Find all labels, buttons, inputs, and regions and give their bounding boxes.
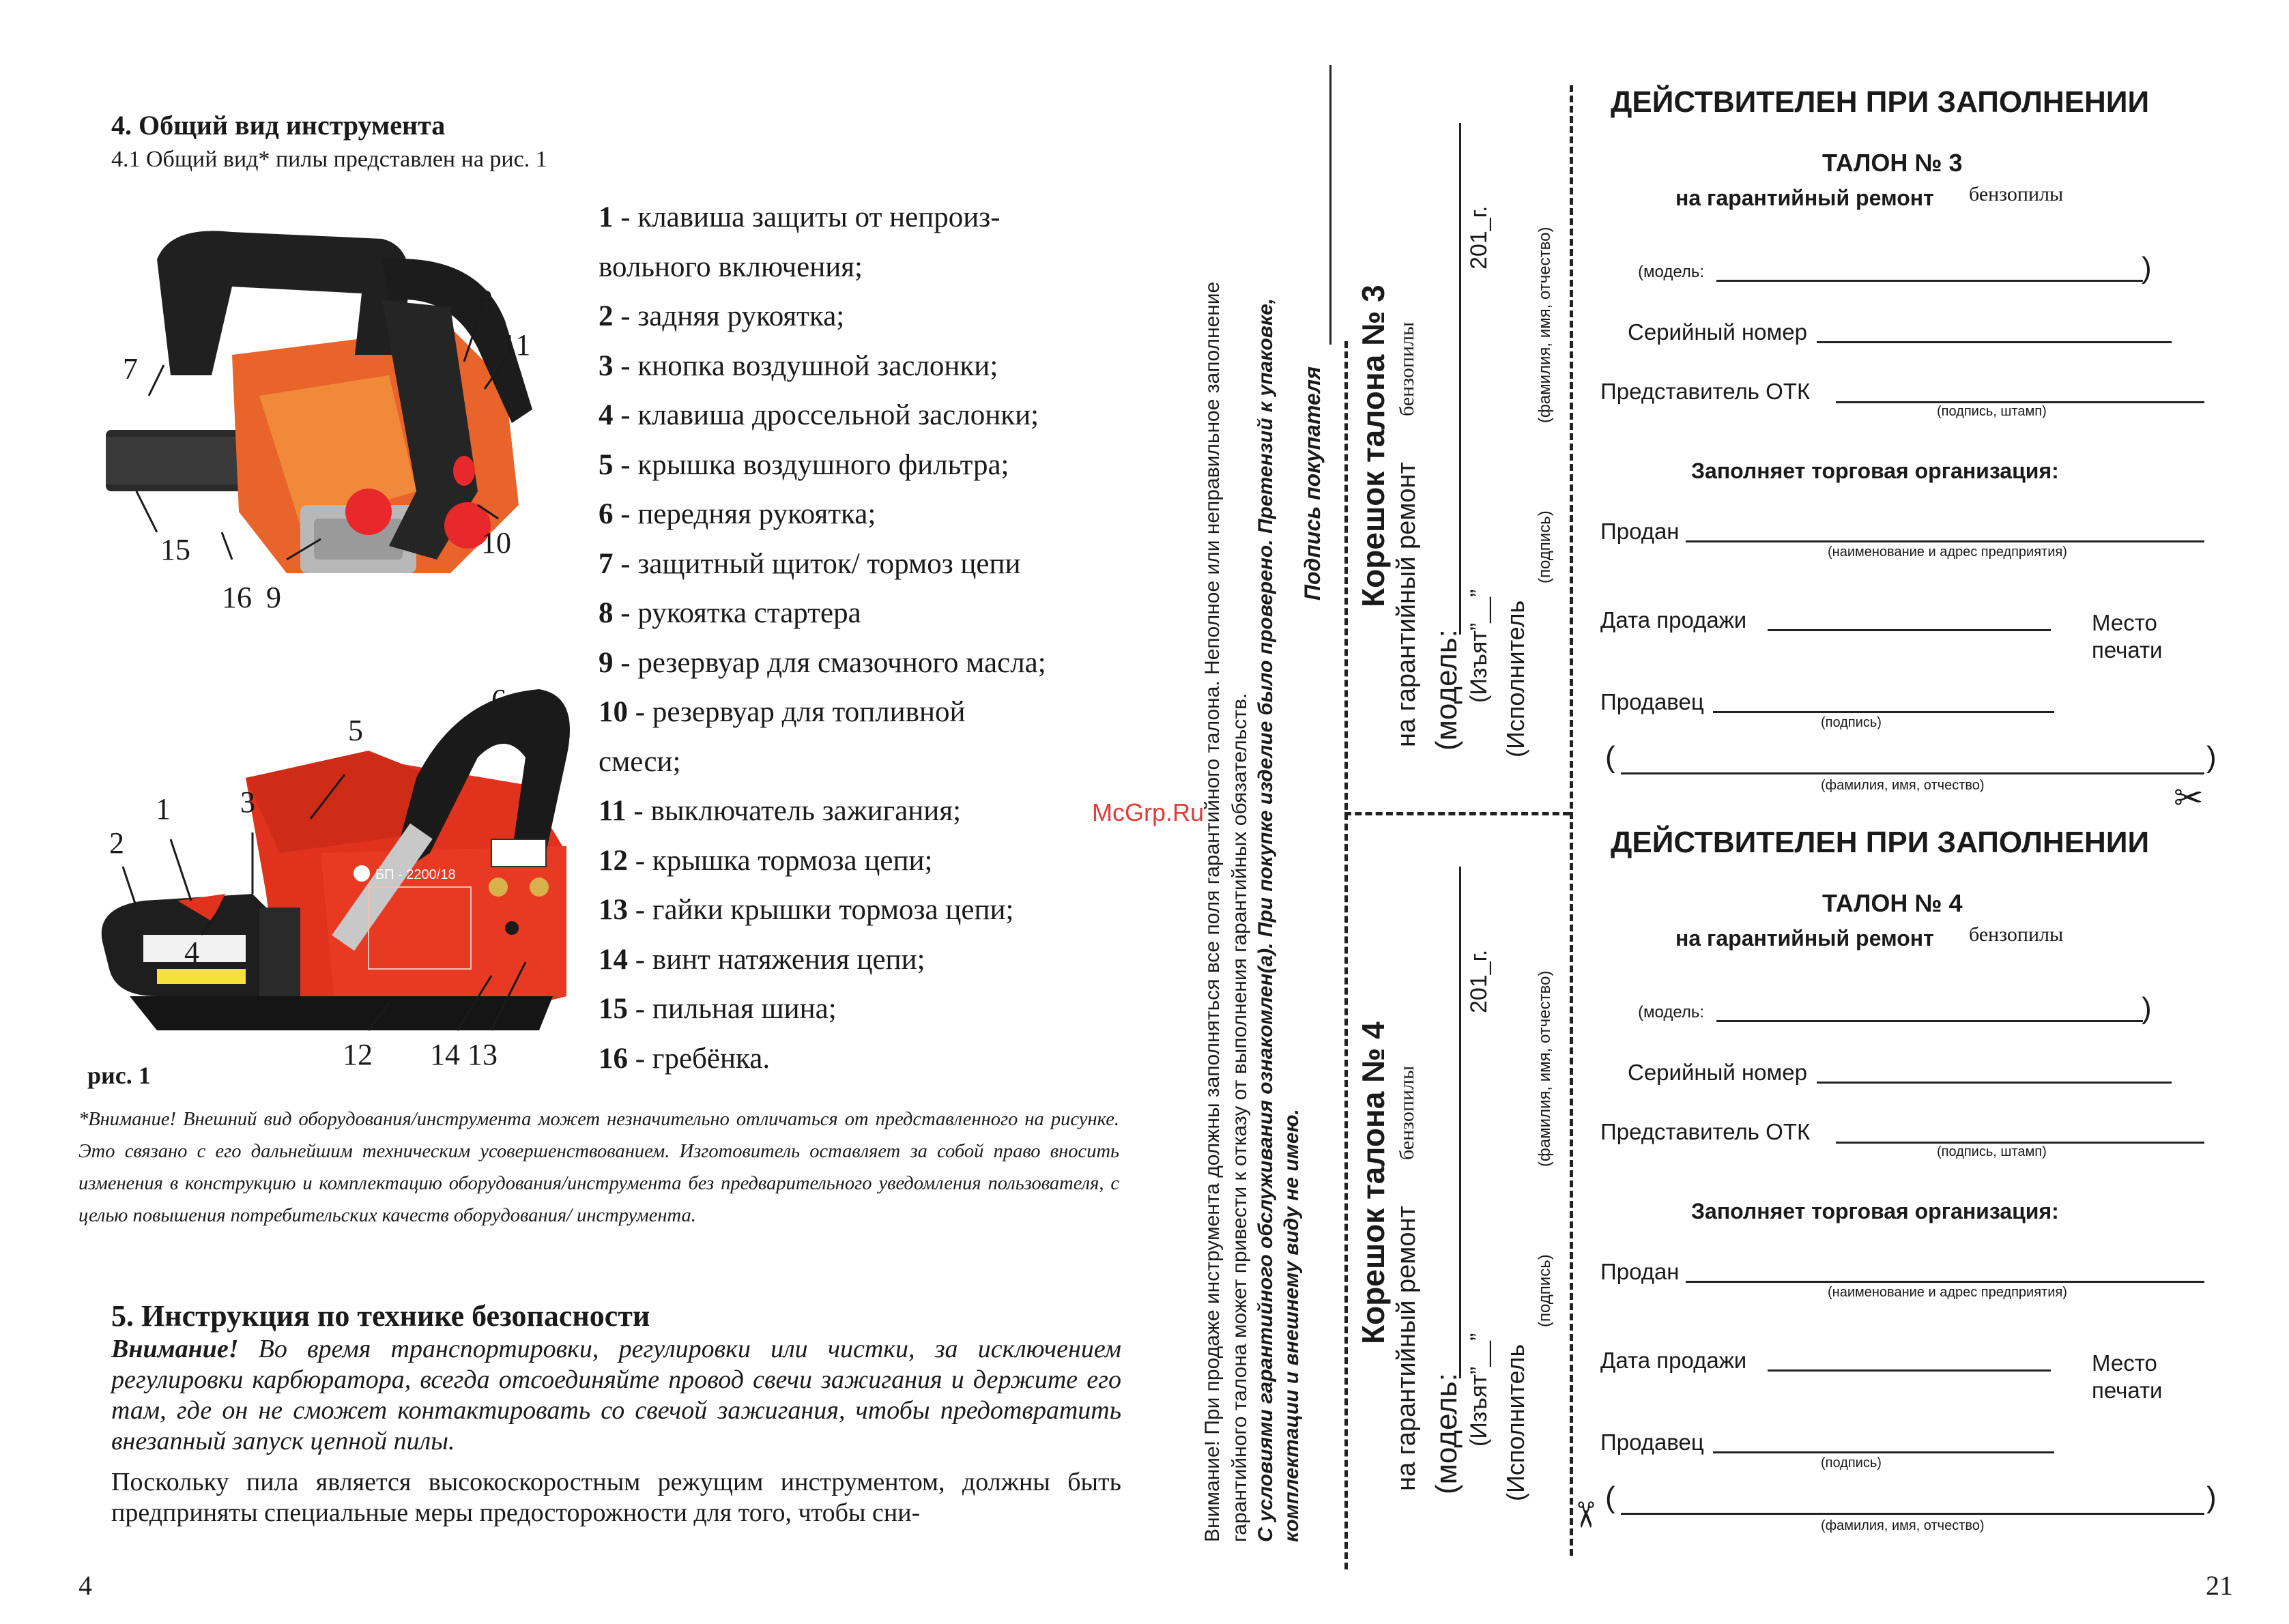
- buyer-signature-label: Подпись покупателя: [1300, 366, 1325, 600]
- coupon-3-serial-label: Серийный номер: [1628, 319, 1807, 345]
- legend-item: вольного включения;: [599, 250, 863, 283]
- legend-item: 9 - резервуар для смазочного масла;: [599, 646, 1046, 679]
- coupon-4-otk-label: Представитель ОТК: [1600, 1119, 1811, 1144]
- callout: 8: [478, 284, 493, 317]
- coupon-3-stamp: Место печати: [2092, 610, 2163, 663]
- stub-3-removed: (Изъят”__”: [1466, 589, 1492, 703]
- callout: 15: [160, 533, 190, 566]
- callout: 5: [348, 714, 363, 747]
- warranty-notice-line1: Внимание! При продаже инструмента должны заполняться все поля гарантийного талона. Неполное или неправильное заполнение: [1201, 281, 1224, 1542]
- coupon-4-stamp: Место печати: [2092, 1350, 2163, 1403]
- callout: 3: [240, 785, 255, 819]
- warranty-notice-bold2: комплектации и внешнему виду не имею.: [1280, 1109, 1303, 1542]
- coupon-3-fio-hint: (фамилия, имя, отчество): [1821, 778, 1985, 793]
- coupon-4-model-close: ): [2142, 991, 2152, 1025]
- safety-paragraph: Поскольку пила является высокоскоростным режущим инструментом, должны быть предприняты специальные меры предосторожности для того, чтобы сни-: [111, 1468, 1121, 1527]
- stub-4-title: Корешок талона № 4: [1355, 1021, 1391, 1344]
- coupon-4-date-field[interactable]: [1768, 1369, 2051, 1372]
- callout: 11: [502, 328, 531, 362]
- coupon-3-fio-field[interactable]: [1621, 772, 2204, 774]
- coupon-4-sold-field[interactable]: [1686, 1281, 2204, 1283]
- callout: 7: [123, 352, 138, 386]
- stub-3-model-field[interactable]: [1459, 123, 1461, 635]
- coupon-3-repair: на гарантийный ремонт: [1675, 186, 1934, 210]
- watermark: McGrp.Ru: [1092, 798, 1205, 826]
- coupon-4-title: ТАЛОН № 4: [1822, 889, 1963, 917]
- stub-3-repair: на гарантийный ремонт: [1392, 462, 1421, 747]
- coupon-cut-line: [1570, 85, 1573, 1556]
- coupon-4-otk-field[interactable]: [1836, 1142, 2204, 1144]
- stub-cut-line: [1344, 341, 1348, 1569]
- stub-4-repair: на гарантийный ремонт: [1392, 1206, 1421, 1491]
- legend-item: 13 - гайки крышки тормоза цепи;: [599, 894, 1014, 926]
- coupon-4-serial-label: Серийный номер: [1628, 1060, 1807, 1085]
- stub-4-year: 201_г.: [1466, 949, 1492, 1013]
- callout: 6: [491, 683, 506, 716]
- legend-item: 10 - резервуар для топливной: [599, 696, 966, 728]
- buyer-signature-line[interactable]: [1329, 65, 1331, 345]
- coupon-3-otk-field[interactable]: [1836, 401, 2204, 403]
- safety-warning: Внимание! Во время транспортировки, регулировки или чистки, за исключением регулировки карбюратора, всегда отсоединяйте провод свечи зажигания и держите его там, где он не сможет контактировать со свечой зажигания, чтобы предотвратить внезапный запуск цепной пилы.: [111, 1335, 1121, 1455]
- page-number-right: 21: [2206, 1570, 2233, 1601]
- stub-4-model-field[interactable]: [1459, 867, 1461, 1378]
- coupon-3-date-field[interactable]: [1768, 629, 2051, 631]
- legend-item: 14 - винт натяжения цепи;: [599, 943, 925, 976]
- coupon-4-date-label: Дата продажи: [1600, 1348, 1747, 1373]
- callout: 9: [266, 581, 281, 614]
- coupon-3-model-label: (модель:: [1638, 263, 1705, 281]
- legend-item: 3 - кнопка воздушной заслонки;: [599, 349, 998, 382]
- stub-4-product: бензопилы: [1396, 1065, 1418, 1160]
- stub-3-title: Корешок талона № 3: [1355, 285, 1391, 607]
- coupon-3-trade: Заполняет торговая организация:: [1691, 459, 2059, 483]
- coupon-4-repair: на гарантийный ремонт: [1675, 926, 1934, 951]
- legend-item: 8 - рукоятка стартера: [599, 597, 861, 629]
- stub-4-removed: (Изъят”__”: [1466, 1333, 1492, 1447]
- coupon-4-serial-field[interactable]: [1817, 1082, 2172, 1084]
- coupon-3-otk-hint: (подпись, штамп): [1937, 404, 2047, 419]
- legend-item: 6 - передняя рукоятка;: [599, 498, 876, 530]
- scissors-icon: ✂: [2174, 778, 2204, 819]
- coupon-3-valid-title: ДЕЙСТВИТЕЛЕН ПРИ ЗАПОЛНЕНИИ: [1611, 85, 2150, 119]
- coupon-4-fio-open: (: [1605, 1481, 1615, 1514]
- legend-item: смеси;: [599, 745, 681, 778]
- page-number-left: 4: [78, 1570, 92, 1601]
- coupon-4-seller-label: Продавец: [1600, 1430, 1704, 1455]
- stub-3-executor: (Исполнитель: [1501, 600, 1529, 757]
- callout: 1: [156, 792, 171, 826]
- callout: 13: [467, 1038, 498, 1071]
- callout: 2: [109, 826, 124, 860]
- coupon-4-trade: Заполняет торговая организация:: [1691, 1199, 2059, 1223]
- device-label: БП - 2200/18: [375, 867, 456, 882]
- coupon-4-fio-hint: (фамилия, имя, отчество): [1821, 1518, 1985, 1533]
- coupon-4-otk-hint: (подпись, штамп): [1937, 1144, 2047, 1159]
- chainsaw-photo-top: [96, 218, 573, 635]
- coupon-3-seller-hint: (подпись): [1821, 715, 1882, 730]
- coupon-3-seller-label: Продавец: [1600, 689, 1704, 714]
- chainsaw-photo-bottom: [75, 676, 594, 1085]
- coupon-4-seller-hint: (подпись): [1821, 1455, 1882, 1470]
- stub-4-executor: (Исполнитель: [1501, 1344, 1529, 1501]
- legend-item: 7 - защитный щиток/ тормоз цепи: [599, 547, 1021, 580]
- coupon-3-model-field[interactable]: [1716, 280, 2143, 282]
- coupon-3-seller-field[interactable]: [1713, 711, 2054, 713]
- stub-4-sig: (подпись): [1536, 1254, 1554, 1327]
- stub-3-year: 201_г.: [1466, 205, 1492, 270]
- legend-item: 11 - выключатель зажигания;: [599, 795, 962, 827]
- stub-3-sig: (подпись): [1536, 510, 1554, 583]
- warranty-notice-bold1: С условиями гарантийного обслуживания ознакомлен(а). При покупке изделие было проверено. Претензий к упаковке,: [1254, 298, 1277, 1542]
- coupon-3-fio-open: (: [1605, 740, 1615, 774]
- callout: 4: [184, 936, 199, 969]
- coupon-3-sold-field[interactable]: [1686, 540, 2204, 542]
- stub-4-model: (модель:: [1430, 1373, 1463, 1494]
- callout: 10: [481, 526, 511, 560]
- stub-4-fio: (фамилия, имя, отчество): [1536, 970, 1554, 1167]
- section-4-subtitle: 4.1 Общий вид* пилы представлен на рис. 1: [111, 147, 547, 172]
- legend-item: 5 - крышка воздушного фильтра;: [599, 448, 1009, 481]
- coupon-3-product: бензопилы: [1969, 183, 2064, 205]
- coupon-3-title: ТАЛОН № 3: [1822, 149, 1963, 177]
- coupon-3-sold-hint: (наименование и адрес предприятия): [1828, 545, 2067, 560]
- coupon-4-fio-close: ): [2206, 1481, 2217, 1514]
- section-4-title: 4. Общий вид инструмента: [111, 110, 446, 141]
- legend-item: 4 - клавиша дроссельной заслонки;: [599, 399, 1039, 431]
- callout: 12: [343, 1038, 373, 1071]
- coupon-4-product: бензопилы: [1969, 923, 2064, 946]
- coupon-3-date-label: Дата продажи: [1600, 607, 1747, 633]
- legend-item: 15 - пильная шина;: [599, 993, 837, 1025]
- parts-legend: [599, 193, 1090, 1084]
- legend-item: 16 - гребёнка.: [599, 1042, 771, 1075]
- legend-item: 12 - крышка тормоза цепи;: [599, 844, 933, 877]
- stub-3-product: бензопилы: [1396, 321, 1418, 416]
- callout: 14: [430, 1038, 460, 1071]
- coupon-3-model-close: ): [2142, 251, 2152, 285]
- coupon-4-valid-title: ДЕЙСТВИТЕЛЕН ПРИ ЗАПОЛНЕНИИ: [1611, 826, 2150, 859]
- coupon-4-sold-label: Продан: [1600, 1259, 1680, 1284]
- stub-3-model: (модель:: [1430, 629, 1463, 751]
- legend-item: 1 - клавиша защиты от непроиз-: [599, 201, 1000, 233]
- coupon-4-fio-field[interactable]: [1621, 1513, 2204, 1515]
- coupon-3-sold-label: Продан: [1600, 519, 1680, 544]
- appearance-note: *Внимание! Внешний вид оборудования/инструмента может незначительно отличаться от представленного на рисунке. Это связано с его дальнейшим техническим усовершенствованием. Изготовитель оставляет за собой право вносить изменения в конструкцию и комплектацию оборудования/инструмента без предварительного уведомления пользователя, с целью повышения потребительских качеств оборудования/ инструмента.: [78, 1109, 1119, 1226]
- coupon-4-model-field[interactable]: [1716, 1020, 2143, 1022]
- coupon-4-sold-hint: (наименование и адрес предприятия): [1828, 1285, 2067, 1300]
- warranty-notice-line2: гарантийного талона может привести к отказу от выполнения гарантийных обязательств.: [1228, 693, 1251, 1542]
- coupon-3-otk-label: Представитель ОТК: [1600, 379, 1811, 404]
- coupon-4-seller-field[interactable]: [1713, 1451, 2054, 1453]
- stub-divider: [1344, 812, 1570, 815]
- coupon-3-fio-close: ): [2206, 740, 2217, 774]
- legend-item: 2 - задняя рукоятка;: [599, 300, 845, 332]
- coupon-3-serial-field[interactable]: [1817, 341, 2172, 343]
- callout: 16: [222, 581, 252, 614]
- stub-3-fio: (фамилия, имя, отчество): [1536, 227, 1554, 423]
- scissors-icon: ✂: [1564, 1500, 1605, 1530]
- figure-caption: рис. 1: [87, 1062, 151, 1089]
- section-5-title: 5. Инструкция по технике безопасности: [111, 1299, 650, 1333]
- coupon-4-model-label: (модель:: [1638, 1003, 1705, 1021]
